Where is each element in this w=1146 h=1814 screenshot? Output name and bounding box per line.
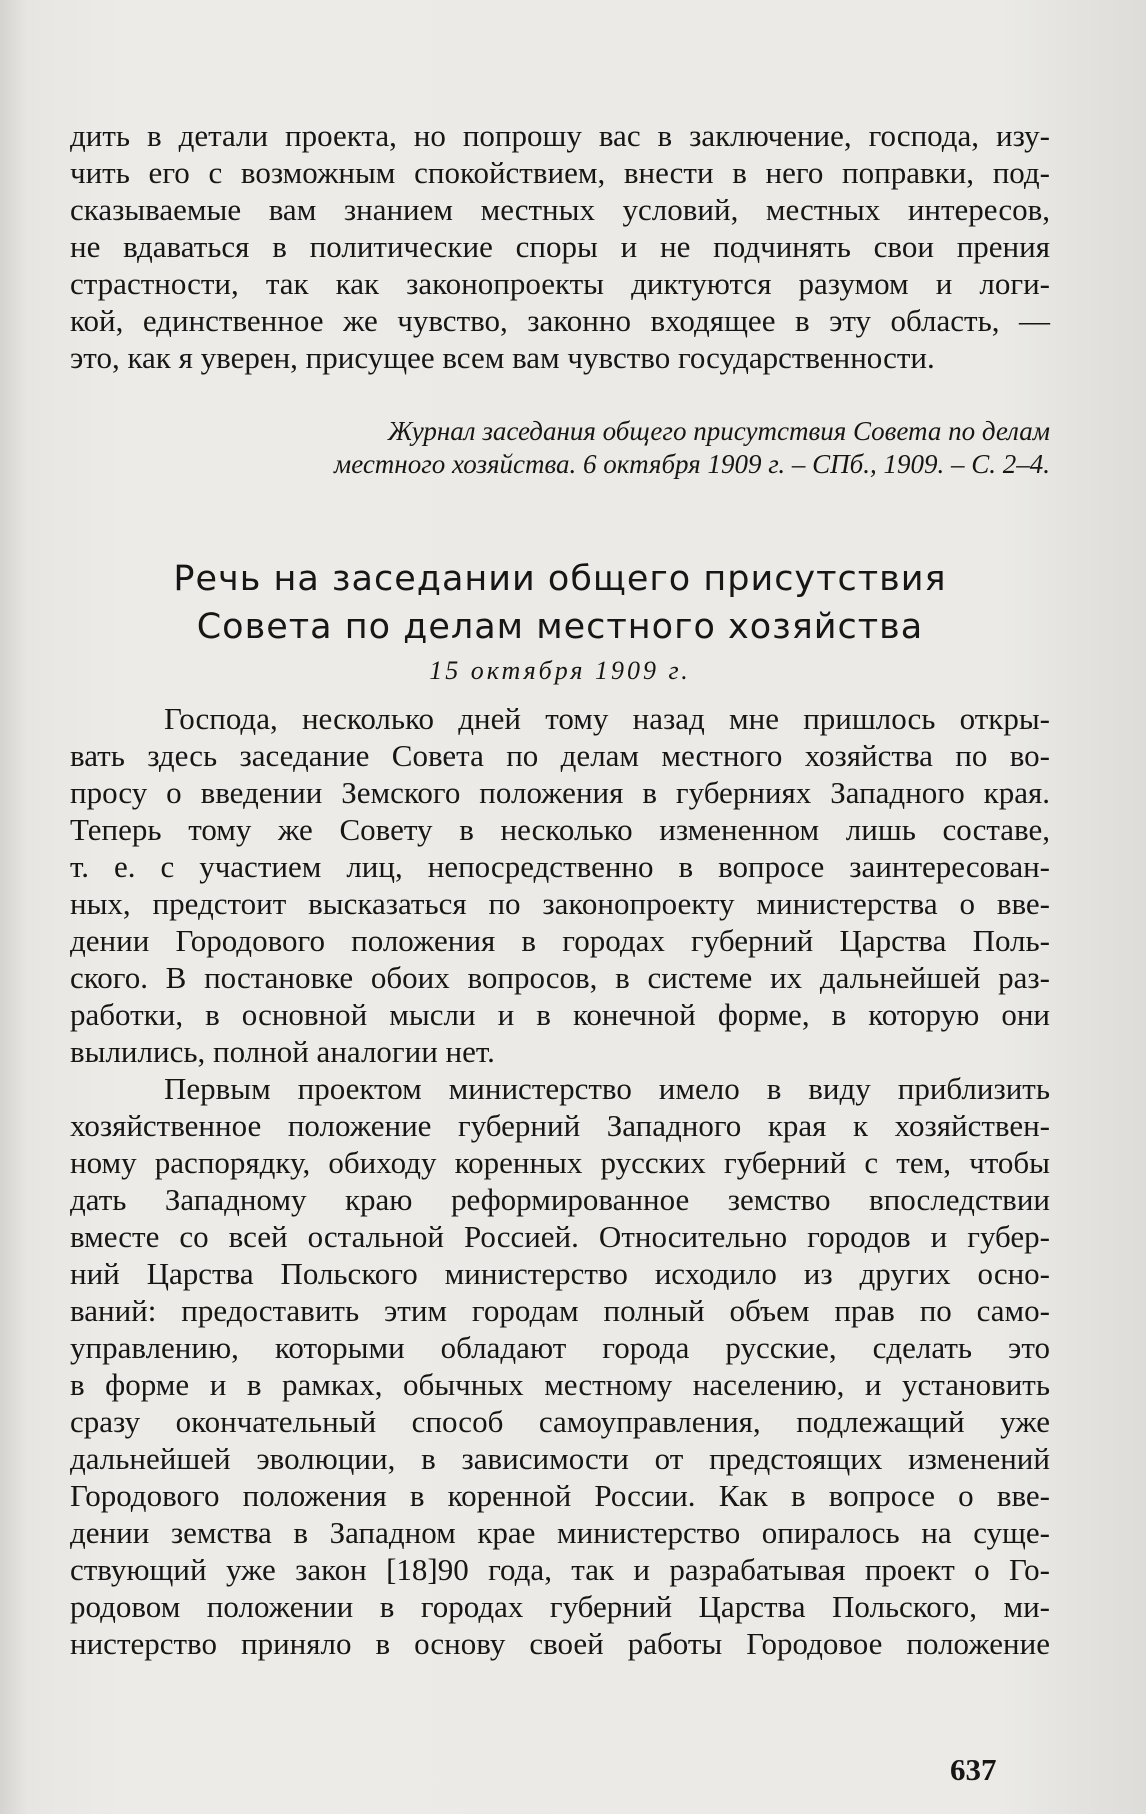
text-line: вылились, полной аналогии нет. bbox=[70, 1034, 495, 1069]
text-line: вместе со всей остальной Россией. Относительно городов и губер- bbox=[70, 1219, 1050, 1254]
citation-line: местного хозяйства. 6 октября 1909 г. – СПб., 1909. – С. 2–4. bbox=[333, 449, 1050, 479]
text-line: ваний: предоставить этим городам полный объем прав по само- bbox=[70, 1293, 1050, 1328]
text-line: ского. В постановке обоих вопросов, в системе их дальнейшей раз- bbox=[70, 960, 1050, 995]
text-line: дать Западному краю реформированное земство впоследствии bbox=[70, 1182, 1050, 1217]
text-line: ствующий уже закон [18]90 года, так и разрабатывая проект о Го- bbox=[70, 1552, 1050, 1587]
text-line: сказываемые вам знанием местных условий, местных интересов, bbox=[70, 192, 1050, 227]
text-line: ний Царства Польского министерство исходило из других осно- bbox=[70, 1256, 1050, 1291]
text-line: управлению, которыми обладают города русские, сделать это bbox=[70, 1330, 1050, 1365]
text-line: Городового положения в коренной России. Как в вопросе о вве- bbox=[70, 1478, 1050, 1513]
text-line: работки, в основной мысли и в конечной форме, в которую они bbox=[70, 997, 1050, 1032]
citation-line: Журнал заседания общего присутствия Совета по делам bbox=[387, 416, 1050, 446]
page-number: 637 bbox=[950, 1752, 997, 1787]
text-line: сразу окончательный способ самоуправления, подлежащий уже bbox=[70, 1404, 1050, 1439]
text-line: хозяйственное положение губерний Западного края к хозяйствен- bbox=[70, 1108, 1050, 1143]
text-line: не вдаваться в политические споры и не подчинять свои прения bbox=[70, 229, 1050, 264]
text-line: т. е. с участием лиц, непосредственно в вопросе заинтересован- bbox=[70, 849, 1050, 884]
text-line: Теперь тому же Совету в несколько измененном лишь составе, bbox=[70, 812, 1050, 847]
text-line: вать здесь заседание Совета по делам местного хозяйства по во- bbox=[70, 738, 1050, 773]
text-line: дении земства в Западном крае министерство опиралось на суще- bbox=[70, 1515, 1050, 1550]
text-line: это, как я уверен, присущее всем вам чувство государственности. bbox=[70, 340, 935, 375]
text-line: ных, предстоит высказаться по законопроекту министерства о вве- bbox=[70, 886, 1050, 921]
section-heading bbox=[70, 555, 1050, 651]
text-line: Господа, несколько дней тому назад мне пришлось откры- bbox=[164, 701, 1050, 736]
text-line: нистерство приняло в основу своей работы Городовое положение bbox=[70, 1626, 1050, 1661]
text-line: дении Городового положения в городах губерний Царства Поль- bbox=[70, 923, 1050, 958]
text-line: чить его с возможным спокойствием, внести в него поправки, под- bbox=[70, 155, 1050, 190]
text-line: Первым проектом министерство имело в виду приблизить bbox=[164, 1071, 1050, 1106]
text-line: дальнейшей эволюции, в зависимости от предстоящих изменений bbox=[70, 1441, 1050, 1476]
heading-line: Совета по делам местного хозяйства bbox=[196, 607, 924, 647]
text-line: в форме и в рамках, обычных местному населению, и установить bbox=[70, 1367, 1050, 1402]
heading-line: Речь на заседании общего присутствия bbox=[173, 559, 947, 599]
text-line: дить в детали проекта, но попрошу вас в заключение, господа, изу- bbox=[70, 118, 1050, 153]
text-line: кой, единственное же чувство, законно входящее в эту область, — bbox=[70, 303, 1050, 338]
opening-paragraph bbox=[70, 117, 1050, 376]
text-line: просу о введении Земского положения в губерниях Западного края. bbox=[70, 775, 1050, 810]
speech-date: 15 октября 1909 г. bbox=[429, 656, 691, 685]
source-citation bbox=[200, 415, 1050, 481]
speech-body bbox=[70, 700, 1050, 1662]
text-line: страстности, так как законопроекты диктуются разумом и логи- bbox=[70, 266, 1050, 301]
text-line: ному распорядку, обиходу коренных русских губерний с тем, чтобы bbox=[70, 1145, 1050, 1180]
opening-text bbox=[70, 117, 1050, 376]
text-line: родовом положении в городах губерний Царства Польского, ми- bbox=[70, 1589, 1050, 1624]
